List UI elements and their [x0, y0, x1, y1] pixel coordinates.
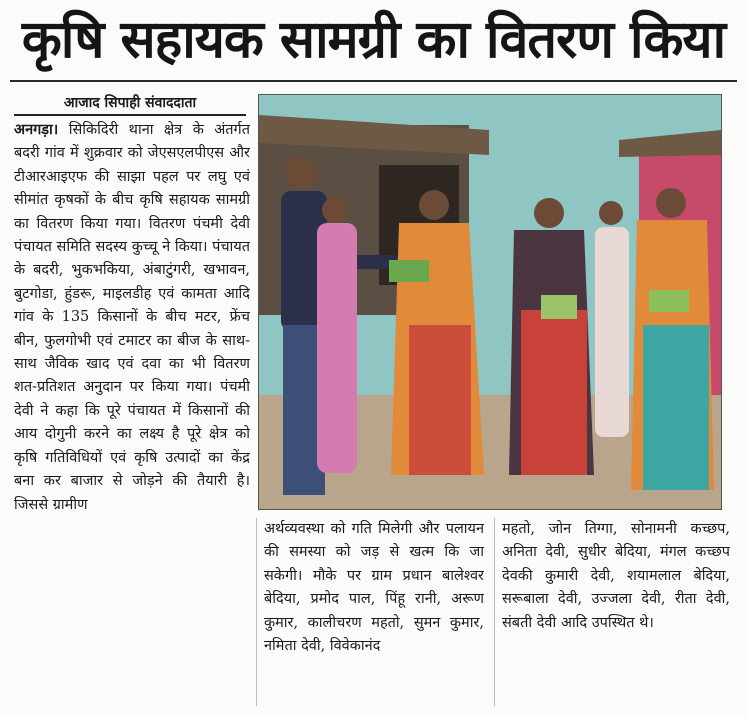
byline: आजाद सिपाही संवाददाता — [14, 92, 246, 116]
photo-seed-packet-2 — [541, 295, 577, 319]
article-column-1 — [14, 118, 250, 708]
photo-person-woman-1 — [317, 197, 357, 473]
photo-person-woman-5 — [631, 188, 714, 490]
headline: कृषि सहायक सामग्री का वितरण किया — [21, 10, 726, 70]
photo-person-woman-4 — [595, 201, 629, 437]
news-photo — [258, 94, 722, 510]
dateline: अनगड़ा। — [14, 121, 59, 138]
photo-seed-packet-3 — [649, 290, 689, 312]
photo-seed-packet — [389, 260, 429, 282]
photo-illustration — [259, 95, 721, 509]
article-text-1: सिकिदिरी थाना क्षेत्र के अंतर्गत बदरी गांव में शुक्रवार को जेएसएलपीएस और टीआरआइएफ की साझा पहल पर लघु एवं सीमांत कृषकों के बीच कृषि सहायक सामग्री का वितरण किया गया। वितरण पंचमी देवी पंचायत समिति सदस्य कुच्चू ने किया। पंचायत के बदरी, भुकभकिया, अंबाटुंगरी, खभावन, बुटगोडा, हुंडरू, माइलडीह एवं कामता आदि गांव के 135 किसानों के बीच मटर, फ्रेंच बीन, फुलगोभी एवं टमाटर का बीज के साथ-साथ जैविक खाद एवं दवा का भी वितरण शत-प्रतिशत अनुदान पर किया गया। पंचमी देवी ने कहा कि पूरे पंचायत में किसानों की आय दोगुनी करने का लक्ष्य है पूरे क्षेत्र को कृषि गतिविधियों एवं कृषि उत्पादों का केंद्र बना कर बाजार से जोड़ने की तैयारी है। जिससे ग्रामीण — [14, 122, 250, 513]
photo-person-woman-3 — [509, 198, 594, 475]
headline-rule — [10, 80, 737, 82]
article-column-2: अर्थव्यवस्था को गति मिलेगी और पलायन की समस्या को जड़ से खत्म कि जा सकेगी। मौके पर ग्राम प्रधान बालेश्वर बेदिया, प्रमोद पाल, पिंहू रानी, अरूण कुमार, कालीचरण महतो, सुमन कुमार, नमिता देवी, विवेकानंद — [264, 521, 484, 655]
column-rule-2 — [494, 518, 495, 706]
article-column-3: महतो, जोन तिग्गा, सोनामनी कच्छप, अनिता देवी, सुधीर बेदिया, मंगल कच्छप देवकी कुमारी देवी, शयामलाल बेदिया, सरूबाला देवी, उज्जला देवी, रीता देवी, संबती देवी आदि उपस्थित थे। — [502, 521, 730, 631]
column-rule-1 — [256, 518, 257, 706]
